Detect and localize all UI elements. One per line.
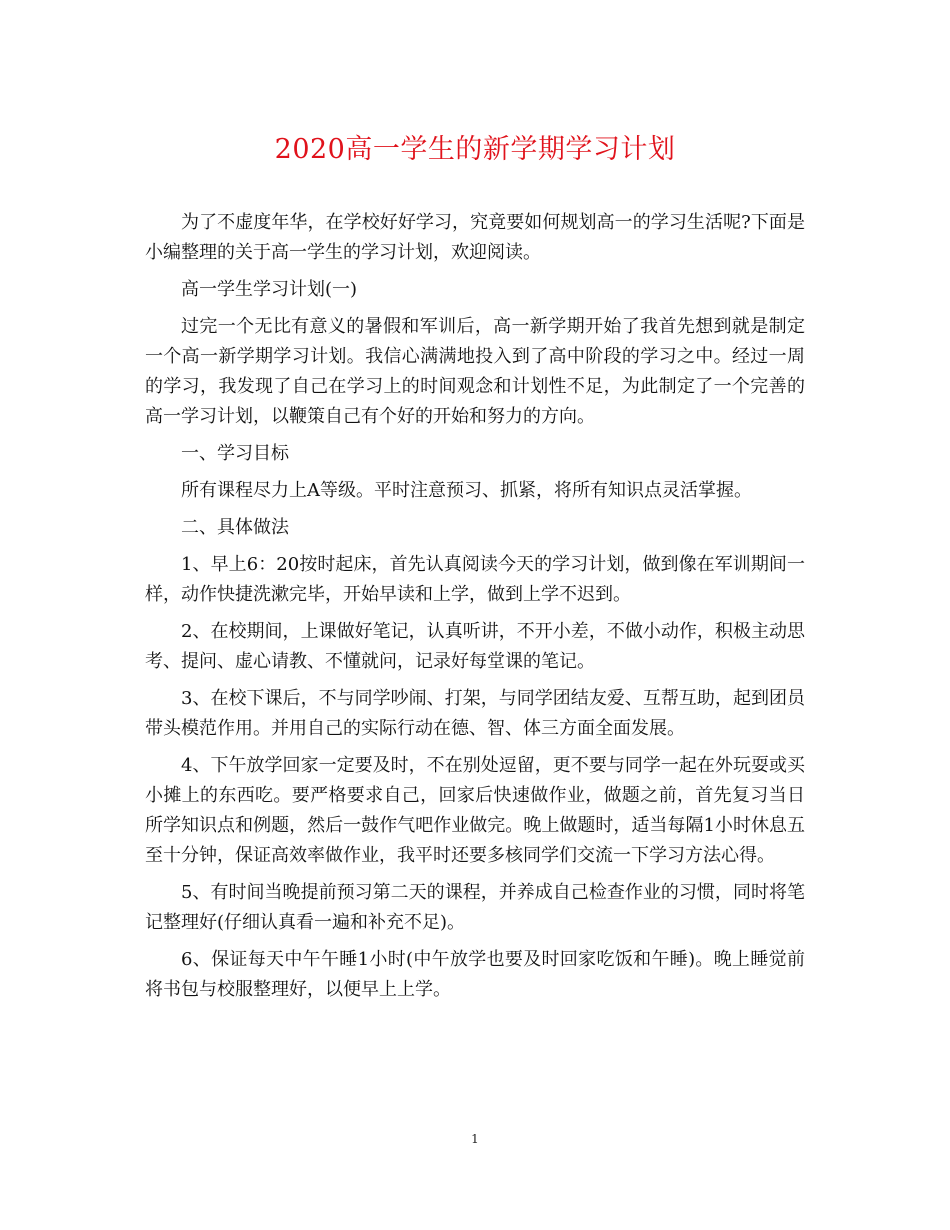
method-item-6: 6、保证每天中午午睡1小时(中午放学也要及时回家吃饭和午睡)。晚上睡觉前将书包与校服整理好，以便早上上学。: [145, 949, 805, 1000]
method-item-3: 3、在校下课后，不与同学吵闹、打架，与同学团结友爱、互帮互助，起到团员带头模范作用。并用自己的实际行动在德、智、体三方面全面发展。: [145, 688, 805, 739]
method-item-4: 4、下午放学回家一定要及时，不在别处逗留，更不要与同学一起在外玩耍或买小摊上的东西吃。要严格要求自己，回家后快速做作业，做题之前，首先复习当日所学知识点和例题，然后一鼓作气吧作业做完。晚上做题时，适当每隔1小时休息五至十分钟，保证高效率做作业，我平时还要多核同学们交流一下学习方法心得。: [145, 755, 805, 866]
document-body: [145, 208, 805, 1005]
method-item-2: 2、在校期间，上课做好笔记，认真听讲，不开小差，不做小动作，积极主动思考、提问、虚心请教、不懂就问，记录好每堂课的笔记。: [145, 621, 805, 672]
intro-paragraph: 为了不虚度年华，在学校好好学习，究竟要如何规划高一的学习生活呢?下面是小编整理的关于高一学生的学习计划，欢迎阅读。: [145, 212, 805, 263]
goals-paragraph: 所有课程尽力上A等级。平时注意预习、抓紧，将所有知识点灵活掌握。: [181, 480, 752, 501]
section-heading-goals: 一、学习目标: [181, 443, 289, 464]
document-title: 2020高一学生的新学期学习计划: [274, 134, 676, 165]
page-number: 1: [471, 1132, 479, 1146]
method-item-5: 5、有时间当晚提前预习第二天的课程，并养成自己检查作业的习惯，同时将笔记整理好(仔细认真看一遍和补充不足)。: [145, 882, 805, 933]
plan-intro-paragraph: 过完一个无比有意义的暑假和军训后，高一新学期开始了我首先想到就是制定一个高一新学期学习计划。我信心满满地投入到了高中阶段的学习之中。经过一周的学习，我发现了自己在学习上的时间观念和计划性不足，为此制定了一个完善的高一学习计划，以鞭策自己有个好的开始和努力的方向。: [145, 316, 805, 427]
section-heading-methods: 二、具体做法: [181, 517, 289, 538]
method-item-1: 1、早上6：20按时起床，首先认真阅读今天的学习计划，做到像在军训期间一样，动作快捷洗漱完毕，开始早读和上学，做到上学不迟到。: [145, 554, 805, 605]
section-heading-plan-one: 高一学生学习计划(一): [181, 279, 358, 300]
